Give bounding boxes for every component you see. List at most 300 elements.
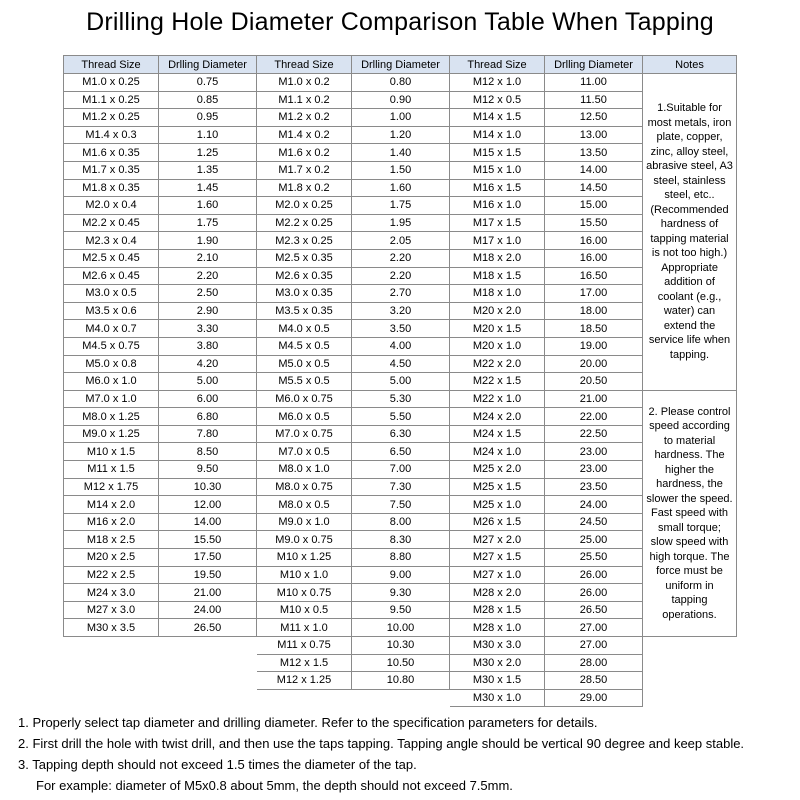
drilling-diameter-cell: 26.00 (545, 567, 643, 585)
drilling-diameter-cell: 0.95 (159, 109, 257, 127)
drilling-diameter-cell: 1.50 (352, 162, 450, 180)
drilling-diameter-cell: 3.20 (352, 303, 450, 321)
table-row (64, 426, 257, 444)
table-row (64, 408, 257, 426)
drilling-diameter-cell: 18.00 (545, 303, 643, 321)
table-row (450, 391, 643, 409)
drilling-diameter-cell: 29.00 (545, 690, 643, 708)
thread-size-cell: M1.7 x 0.35 (64, 162, 159, 180)
thread-size-cell: M4.0 x 0.7 (64, 320, 159, 338)
table-row (450, 373, 643, 391)
drilling-diameter-cell: 1.90 (159, 232, 257, 250)
table-row (450, 232, 643, 250)
drilling-diameter-cell: 1.60 (159, 197, 257, 215)
thread-size-cell: M2.2 x 0.45 (64, 215, 159, 233)
drilling-diameter-cell: 17.00 (545, 285, 643, 303)
drilling-comparison-table (63, 55, 737, 707)
thread-size-cell: M22 x 2.0 (450, 356, 545, 374)
drilling-diameter-cell: 13.50 (545, 144, 643, 162)
table-row (64, 74, 257, 92)
drilling-diameter-cell: 4.00 (352, 338, 450, 356)
drilling-diameter-cell: 12.50 (545, 109, 643, 127)
thread-size-cell: M28 x 1.5 (450, 602, 545, 620)
table-row (64, 320, 257, 338)
drilling-diameter-cell: 20.00 (545, 356, 643, 374)
thread-size-cell: M24 x 3.0 (64, 584, 159, 602)
table-section-1 (63, 55, 257, 637)
drilling-diameter-cell: 25.00 (545, 531, 643, 549)
drilling-diameter-cell: 7.00 (352, 461, 450, 479)
drilling-diameter-cell: 5.50 (352, 408, 450, 426)
drilling-diameter-cell: 9.00 (352, 567, 450, 585)
thread-size-cell: M6.0 x 0.75 (257, 391, 352, 409)
drilling-diameter-cell: 14.00 (545, 162, 643, 180)
thread-size-cell: M12 x 1.75 (64, 479, 159, 497)
drilling-diameter-cell: 3.50 (352, 320, 450, 338)
table-row (257, 602, 450, 620)
thread-size-cell: M11 x 1.5 (64, 461, 159, 479)
thread-size-cell: M25 x 2.0 (450, 461, 545, 479)
drilling-diameter-cell: 8.80 (352, 549, 450, 567)
thread-size-cell: M1.8 x 0.35 (64, 180, 159, 198)
thread-size-cell: M1.2 x 0.25 (64, 109, 159, 127)
thread-size-cell: M3.0 x 0.35 (257, 285, 352, 303)
table-row (257, 391, 450, 409)
drilling-diameter-cell: 1.25 (159, 144, 257, 162)
thread-size-cell: M18 x 2.5 (64, 531, 159, 549)
table-row (450, 268, 643, 286)
thread-size-cell: M4.5 x 0.75 (64, 338, 159, 356)
drilling-diameter-cell: 0.80 (352, 74, 450, 92)
table-row (257, 197, 450, 215)
drilling-diameter-cell: 1.10 (159, 127, 257, 145)
table-section-3 (450, 55, 643, 707)
thread-size-cell: M20 x 2.5 (64, 549, 159, 567)
drilling-diameter-cell: 2.20 (159, 268, 257, 286)
drilling-diameter-cell: 19.50 (159, 567, 257, 585)
thread-size-cell: M1.6 x 0.35 (64, 144, 159, 162)
notes-column-header: Notes (643, 56, 737, 74)
table-row (450, 320, 643, 338)
table-row (257, 356, 450, 374)
thread-size-cell: M11 x 0.75 (257, 637, 352, 655)
table-row (450, 408, 643, 426)
drilling-diameter-cell: 14.50 (545, 180, 643, 198)
thread-size-cell: M20 x 1.0 (450, 338, 545, 356)
table-row (64, 92, 257, 110)
table-row (64, 144, 257, 162)
table-row (450, 567, 643, 585)
thread-size-cell: M27 x 1.5 (450, 549, 545, 567)
table-row (64, 109, 257, 127)
thread-size-cell: M7.0 x 0.5 (257, 443, 352, 461)
table-row (257, 549, 450, 567)
drilling-diameter-cell: 2.50 (159, 285, 257, 303)
drilling-diameter-cell: 14.00 (159, 514, 257, 532)
table-row (257, 514, 450, 532)
drilling-diameter-cell: 27.00 (545, 637, 643, 655)
table-row (64, 197, 257, 215)
table-row (450, 549, 643, 567)
drilling-diameter-cell: 8.30 (352, 531, 450, 549)
table-row (450, 461, 643, 479)
table-row (257, 180, 450, 198)
drilling-diameter-cell: 16.50 (545, 268, 643, 286)
drilling-diameter-cell: 26.00 (545, 584, 643, 602)
table-row (257, 303, 450, 321)
thread-size-cell: M10 x 0.5 (257, 602, 352, 620)
table-row (64, 250, 257, 268)
col-header-thread-size: Thread Size (64, 56, 159, 74)
table-row (257, 373, 450, 391)
drilling-diameter-cell: 16.00 (545, 250, 643, 268)
table-row (450, 479, 643, 497)
drilling-diameter-cell: 23.50 (545, 479, 643, 497)
thread-size-cell: M2.6 x 0.35 (257, 268, 352, 286)
drilling-diameter-cell: 0.85 (159, 92, 257, 110)
footer-instructions (18, 712, 790, 796)
thread-size-cell: M1.4 x 0.2 (257, 127, 352, 145)
drilling-diameter-cell: 1.95 (352, 215, 450, 233)
drilling-diameter-cell: 24.50 (545, 514, 643, 532)
thread-size-cell: M16 x 1.0 (450, 197, 545, 215)
table-row (450, 637, 643, 655)
thread-size-cell: M10 x 1.0 (257, 567, 352, 585)
thread-size-cell: M2.3 x 0.4 (64, 232, 159, 250)
table-row (450, 514, 643, 532)
thread-size-cell: M6.0 x 0.5 (257, 408, 352, 426)
thread-size-cell: M22 x 2.5 (64, 567, 159, 585)
drilling-diameter-cell: 24.00 (545, 496, 643, 514)
table-row (450, 127, 643, 145)
drilling-diameter-cell: 4.50 (352, 356, 450, 374)
thread-size-cell: M30 x 3.5 (64, 619, 159, 637)
drilling-diameter-cell: 1.00 (352, 109, 450, 127)
table-row (64, 338, 257, 356)
table-row (257, 496, 450, 514)
thread-size-cell: M24 x 1.5 (450, 426, 545, 444)
table-row (64, 496, 257, 514)
drilling-diameter-cell: 22.00 (545, 408, 643, 426)
footer-line-1: 1. Properly select tap diameter and drilling diameter. Refer to the specification parameters for details. (18, 715, 598, 730)
drilling-diameter-cell: 7.50 (352, 496, 450, 514)
table-row (64, 514, 257, 532)
table-row (450, 584, 643, 602)
drilling-diameter-cell: 21.00 (159, 584, 257, 602)
table-row (257, 92, 450, 110)
thread-size-cell: M30 x 1.5 (450, 672, 545, 690)
table-row (64, 215, 257, 233)
col-header-drilling-diameter: Drlling Diameter (159, 56, 257, 74)
drilling-diameter-cell: 3.30 (159, 320, 257, 338)
drilling-diameter-cell: 3.80 (159, 338, 257, 356)
table-row (64, 232, 257, 250)
drilling-diameter-cell: 1.45 (159, 180, 257, 198)
thread-size-cell: M1.1 x 0.2 (257, 92, 352, 110)
thread-size-cell: M10 x 1.25 (257, 549, 352, 567)
thread-size-cell: M22 x 1.5 (450, 373, 545, 391)
thread-size-cell: M1.0 x 0.2 (257, 74, 352, 92)
thread-size-cell: M9.0 x 0.75 (257, 531, 352, 549)
thread-size-cell: M8.0 x 0.5 (257, 496, 352, 514)
table-row (257, 268, 450, 286)
drilling-diameter-cell: 2.20 (352, 250, 450, 268)
table-row (450, 180, 643, 198)
thread-size-cell: M1.0 x 0.25 (64, 74, 159, 92)
drilling-diameter-cell: 20.50 (545, 373, 643, 391)
table-row (257, 74, 450, 92)
drilling-diameter-cell: 15.50 (545, 215, 643, 233)
thread-size-cell: M2.6 x 0.45 (64, 268, 159, 286)
drilling-diameter-cell: 7.80 (159, 426, 257, 444)
table-row (450, 303, 643, 321)
drilling-diameter-cell: 6.00 (159, 391, 257, 409)
thread-size-cell: M3.5 x 0.35 (257, 303, 352, 321)
table-row (257, 443, 450, 461)
thread-size-cell: M1.6 x 0.2 (257, 144, 352, 162)
drilling-diameter-cell: 15.50 (159, 531, 257, 549)
drilling-diameter-cell: 11.00 (545, 74, 643, 92)
table-row (257, 637, 450, 655)
drilling-diameter-cell: 12.00 (159, 496, 257, 514)
thread-size-cell: M12 x 1.5 (257, 655, 352, 673)
table-row (450, 162, 643, 180)
table-row (64, 303, 257, 321)
table-row (64, 180, 257, 198)
table-row (64, 619, 257, 637)
table-row (257, 655, 450, 673)
drilling-diameter-cell: 27.00 (545, 619, 643, 637)
thread-size-cell: M18 x 2.0 (450, 250, 545, 268)
thread-size-cell: M17 x 1.0 (450, 232, 545, 250)
drilling-diameter-cell: 1.20 (352, 127, 450, 145)
footer-line-4: For example: diameter of M5x0.8 about 5mm, the depth should not exceed 7.5mm. (36, 778, 513, 793)
table-row (64, 584, 257, 602)
drilling-diameter-cell: 17.50 (159, 549, 257, 567)
thread-size-cell: M2.0 x 0.25 (257, 197, 352, 215)
footer-line-3: 3. Tapping depth should not exceed 1.5 times the diameter of the tap. (18, 757, 417, 772)
thread-size-cell: M9.0 x 1.0 (257, 514, 352, 532)
thread-size-cell: M15 x 1.0 (450, 162, 545, 180)
thread-size-cell: M4.5 x 0.5 (257, 338, 352, 356)
table-row (64, 127, 257, 145)
table-row (64, 268, 257, 286)
thread-size-cell: M3.5 x 0.6 (64, 303, 159, 321)
drilling-diameter-cell: 2.05 (352, 232, 450, 250)
thread-size-cell: M30 x 2.0 (450, 655, 545, 673)
note-2-text: 2. Please control speed according to material hardness. The higher the hardness, the slower the speed. Fast speed with small torque; slow speed with high torque. The force must be uniform in tapping operations. (643, 391, 737, 637)
col-header-drilling-diameter: Drlling Diameter (545, 56, 643, 74)
drilling-diameter-cell: 2.90 (159, 303, 257, 321)
table-row (64, 567, 257, 585)
drilling-diameter-cell: 9.50 (352, 602, 450, 620)
drilling-diameter-cell: 19.00 (545, 338, 643, 356)
table-row (450, 109, 643, 127)
table-row (257, 567, 450, 585)
thread-size-cell: M18 x 1.0 (450, 285, 545, 303)
thread-size-cell: M1.7 x 0.2 (257, 162, 352, 180)
drilling-diameter-cell: 1.40 (352, 144, 450, 162)
thread-size-cell: M1.4 x 0.3 (64, 127, 159, 145)
table-row (257, 479, 450, 497)
table-row (450, 655, 643, 673)
thread-size-cell: M18 x 1.5 (450, 268, 545, 286)
thread-size-cell: M26 x 1.5 (450, 514, 545, 532)
table-row (64, 356, 257, 374)
drilling-diameter-cell: 7.30 (352, 479, 450, 497)
thread-size-cell: M10 x 1.5 (64, 443, 159, 461)
thread-size-cell: M22 x 1.0 (450, 391, 545, 409)
thread-size-cell: M2.3 x 0.25 (257, 232, 352, 250)
table-row (450, 250, 643, 268)
drilling-diameter-cell: 1.75 (352, 197, 450, 215)
thread-size-cell: M4.0 x 0.5 (257, 320, 352, 338)
thread-size-cell: M25 x 1.5 (450, 479, 545, 497)
drilling-diameter-cell: 28.50 (545, 672, 643, 690)
table-row (257, 461, 450, 479)
thread-size-cell: M1.2 x 0.2 (257, 109, 352, 127)
thread-size-cell: M12 x 1.25 (257, 672, 352, 690)
table-row (257, 250, 450, 268)
drilling-diameter-cell: 2.10 (159, 250, 257, 268)
thread-size-cell: M5.0 x 0.5 (257, 356, 352, 374)
thread-size-cell: M30 x 1.0 (450, 690, 545, 708)
table-row (450, 144, 643, 162)
table-row (450, 197, 643, 215)
thread-size-cell: M14 x 1.0 (450, 127, 545, 145)
drilling-diameter-cell: 2.20 (352, 268, 450, 286)
thread-size-cell: M1.1 x 0.25 (64, 92, 159, 110)
thread-size-cell: M27 x 1.0 (450, 567, 545, 585)
table-row (450, 531, 643, 549)
thread-size-cell: M27 x 3.0 (64, 602, 159, 620)
drilling-diameter-cell: 28.00 (545, 655, 643, 673)
thread-size-cell: M10 x 0.75 (257, 584, 352, 602)
table-row (257, 320, 450, 338)
drilling-diameter-cell: 1.75 (159, 215, 257, 233)
drilling-diameter-cell: 1.35 (159, 162, 257, 180)
drilling-diameter-cell: 0.75 (159, 74, 257, 92)
drilling-diameter-cell: 23.00 (545, 461, 643, 479)
table-row (450, 602, 643, 620)
drilling-diameter-cell: 6.30 (352, 426, 450, 444)
thread-size-cell: M8.0 x 0.75 (257, 479, 352, 497)
table-row (64, 531, 257, 549)
drilling-diameter-cell: 26.50 (159, 619, 257, 637)
header-row (257, 56, 450, 74)
drilling-diameter-cell: 1.60 (352, 180, 450, 198)
drilling-diameter-cell: 10.00 (352, 619, 450, 637)
drilling-diameter-cell: 5.00 (159, 373, 257, 391)
drilling-diameter-cell: 15.00 (545, 197, 643, 215)
table-row (257, 408, 450, 426)
drilling-diameter-cell: 22.50 (545, 426, 643, 444)
thread-size-cell: M27 x 2.0 (450, 531, 545, 549)
thread-size-cell: M11 x 1.0 (257, 619, 352, 637)
thread-size-cell: M16 x 2.0 (64, 514, 159, 532)
drilling-diameter-cell: 5.30 (352, 391, 450, 409)
thread-size-cell: M8.0 x 1.0 (257, 461, 352, 479)
drilling-diameter-cell: 10.80 (352, 672, 450, 690)
drilling-diameter-cell: 13.00 (545, 127, 643, 145)
thread-size-cell: M2.2 x 0.25 (257, 215, 352, 233)
thread-size-cell: M30 x 3.0 (450, 637, 545, 655)
thread-size-cell: M24 x 2.0 (450, 408, 545, 426)
drilling-diameter-cell: 6.80 (159, 408, 257, 426)
thread-size-cell: M8.0 x 1.25 (64, 408, 159, 426)
table-row (450, 426, 643, 444)
table-row (257, 584, 450, 602)
thread-size-cell: M20 x 2.0 (450, 303, 545, 321)
table-row (257, 672, 450, 690)
table-row (450, 619, 643, 637)
drilling-diameter-cell: 0.90 (352, 92, 450, 110)
thread-size-cell: M25 x 1.0 (450, 496, 545, 514)
drilling-diameter-cell: 18.50 (545, 320, 643, 338)
thread-size-cell: M28 x 2.0 (450, 584, 545, 602)
drilling-diameter-cell: 10.30 (159, 479, 257, 497)
table-row (257, 531, 450, 549)
col-header-drilling-diameter: Drlling Diameter (352, 56, 450, 74)
table-row (64, 162, 257, 180)
drilling-diameter-cell: 8.00 (352, 514, 450, 532)
thread-size-cell: M7.0 x 0.75 (257, 426, 352, 444)
table-row (450, 356, 643, 374)
table-row (257, 232, 450, 250)
drilling-diameter-cell: 4.20 (159, 356, 257, 374)
table-row (257, 162, 450, 180)
table-row (64, 549, 257, 567)
drilling-diameter-cell: 16.00 (545, 232, 643, 250)
thread-size-cell: M5.0 x 0.8 (64, 356, 159, 374)
drilling-diameter-cell: 23.00 (545, 443, 643, 461)
table-row (450, 443, 643, 461)
thread-size-cell: M16 x 1.5 (450, 180, 545, 198)
table-row (257, 109, 450, 127)
header-row (450, 56, 643, 74)
thread-size-cell: M12 x 0.5 (450, 92, 545, 110)
table-row (64, 285, 257, 303)
table-row (450, 672, 643, 690)
drilling-diameter-cell: 6.50 (352, 443, 450, 461)
drilling-diameter-cell: 10.30 (352, 637, 450, 655)
table-row (257, 285, 450, 303)
drilling-diameter-cell: 8.50 (159, 443, 257, 461)
drilling-diameter-cell: 26.50 (545, 602, 643, 620)
header-row (64, 56, 257, 74)
thread-size-cell: M9.0 x 1.25 (64, 426, 159, 444)
thread-size-cell: M14 x 1.5 (450, 109, 545, 127)
table-row (64, 373, 257, 391)
thread-size-cell: M7.0 x 1.0 (64, 391, 159, 409)
drilling-diameter-cell: 25.50 (545, 549, 643, 567)
table-row (450, 496, 643, 514)
drilling-diameter-cell: 11.50 (545, 92, 643, 110)
drilling-diameter-cell: 2.70 (352, 285, 450, 303)
table-row (64, 461, 257, 479)
thread-size-cell: M5.5 x 0.5 (257, 373, 352, 391)
thread-size-cell: M14 x 2.0 (64, 496, 159, 514)
col-header-thread-size: Thread Size (257, 56, 352, 74)
table-row (450, 690, 643, 708)
thread-size-cell: M1.8 x 0.2 (257, 180, 352, 198)
notes-column (643, 55, 737, 637)
thread-size-cell: M20 x 1.5 (450, 320, 545, 338)
table-row (64, 443, 257, 461)
table-row (257, 338, 450, 356)
thread-size-cell: M2.0 x 0.4 (64, 197, 159, 215)
thread-size-cell: M3.0 x 0.5 (64, 285, 159, 303)
